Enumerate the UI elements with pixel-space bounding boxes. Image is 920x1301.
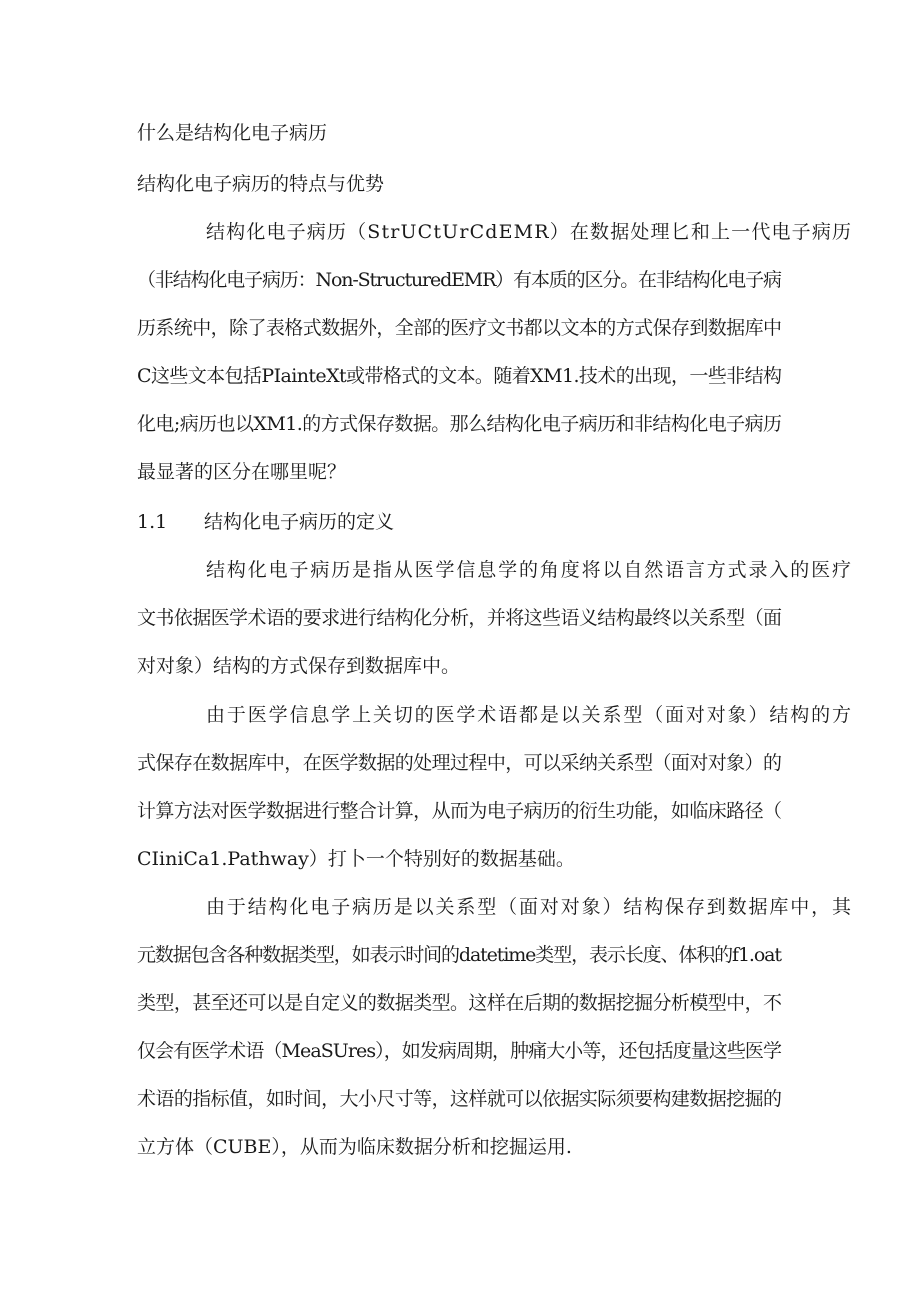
paragraph-line: 仅会有医学术语（MeaSUres），如发病周期，肿痛大小等，还包括度量这些医学 <box>137 1040 782 1062</box>
paragraph-line: 由于结构化电子病历是以关系型（面对对象）结构保存到数据库中，其 <box>206 896 853 918</box>
paragraph-line: 元数据包含各种数据类型，如表示时间的datetime类型，表示长度、体积的f1.oat <box>137 944 781 966</box>
paragraph-line: 类型，甚至还可以是自定义的数据类型。这样在后期的数据挖掘分析模型中，不 <box>137 992 782 1014</box>
section-title: 结构化电子病历的定义 <box>204 511 395 533</box>
paragraph-line: （非结构化电子病历：Non-StructuredEMR）有本质的区分。在非结构化电子病 <box>137 269 781 291</box>
paragraph-line: C这些文本包括PIainteXt或带格式的文本。随着XM1.技术的出现，一些非结构 <box>137 365 782 387</box>
paragraph-line: 文书依据医学术语的要求进行结构化分析，并将这些语义结构最终以关系型（面 <box>137 607 782 629</box>
paragraph-line: CIiniCa1.Pathway）打卜一个特别好的数据基础。 <box>137 848 575 870</box>
paragraph-line: 计算方法对医学数据进行整合计算，从而为电子病历的衍生功能，如临床路径（ <box>137 800 782 822</box>
paragraph-line: 最显著的区分在哪里呢？ <box>137 461 347 483</box>
paragraph-line: 术语的指标值，如时间，大小尺寸等，这样就可以依据实际须要构建数据挖掘的 <box>137 1088 782 1110</box>
paragraph-line: 式保存在数据库中，在医学数据的处理过程中，可以采纳关系型（面对对象）的 <box>137 752 782 774</box>
page-subtitle: 结构化电子病历的特点与优势 <box>137 173 385 195</box>
paragraph-line: 结构化电子病历是指从医学信息学的角度将以自然语言方式录入的医疗 <box>206 559 853 581</box>
paragraph-line: 历系统中，除了表格式数据外，全部的医疗文书都以文本的方式保存到数据库中 <box>137 317 782 339</box>
section-heading <box>137 510 394 534</box>
paragraph-line: 由于医学信息学上关切的医学术语都是以关系型（面对对象）结构的方 <box>206 704 853 726</box>
paragraph-line: 对对象）结构的方式保存到数据库中。 <box>137 655 461 677</box>
paragraph-line: 结构化电子病历（StrUCtUrCdEMR）在数据处理匕和上一代电子病历 <box>206 221 853 243</box>
paragraph-line: 立方体（CUBE），从而为临床数据分析和挖掘运用. <box>137 1136 572 1158</box>
page-title: 什么是结构化电子病历 <box>137 122 328 144</box>
section-number: 1.1 <box>137 511 168 533</box>
paragraph-line: 化电;病历也以XM1.的方式保存数据。那么结构化电子病历和非结构化电子病历 <box>137 413 782 435</box>
